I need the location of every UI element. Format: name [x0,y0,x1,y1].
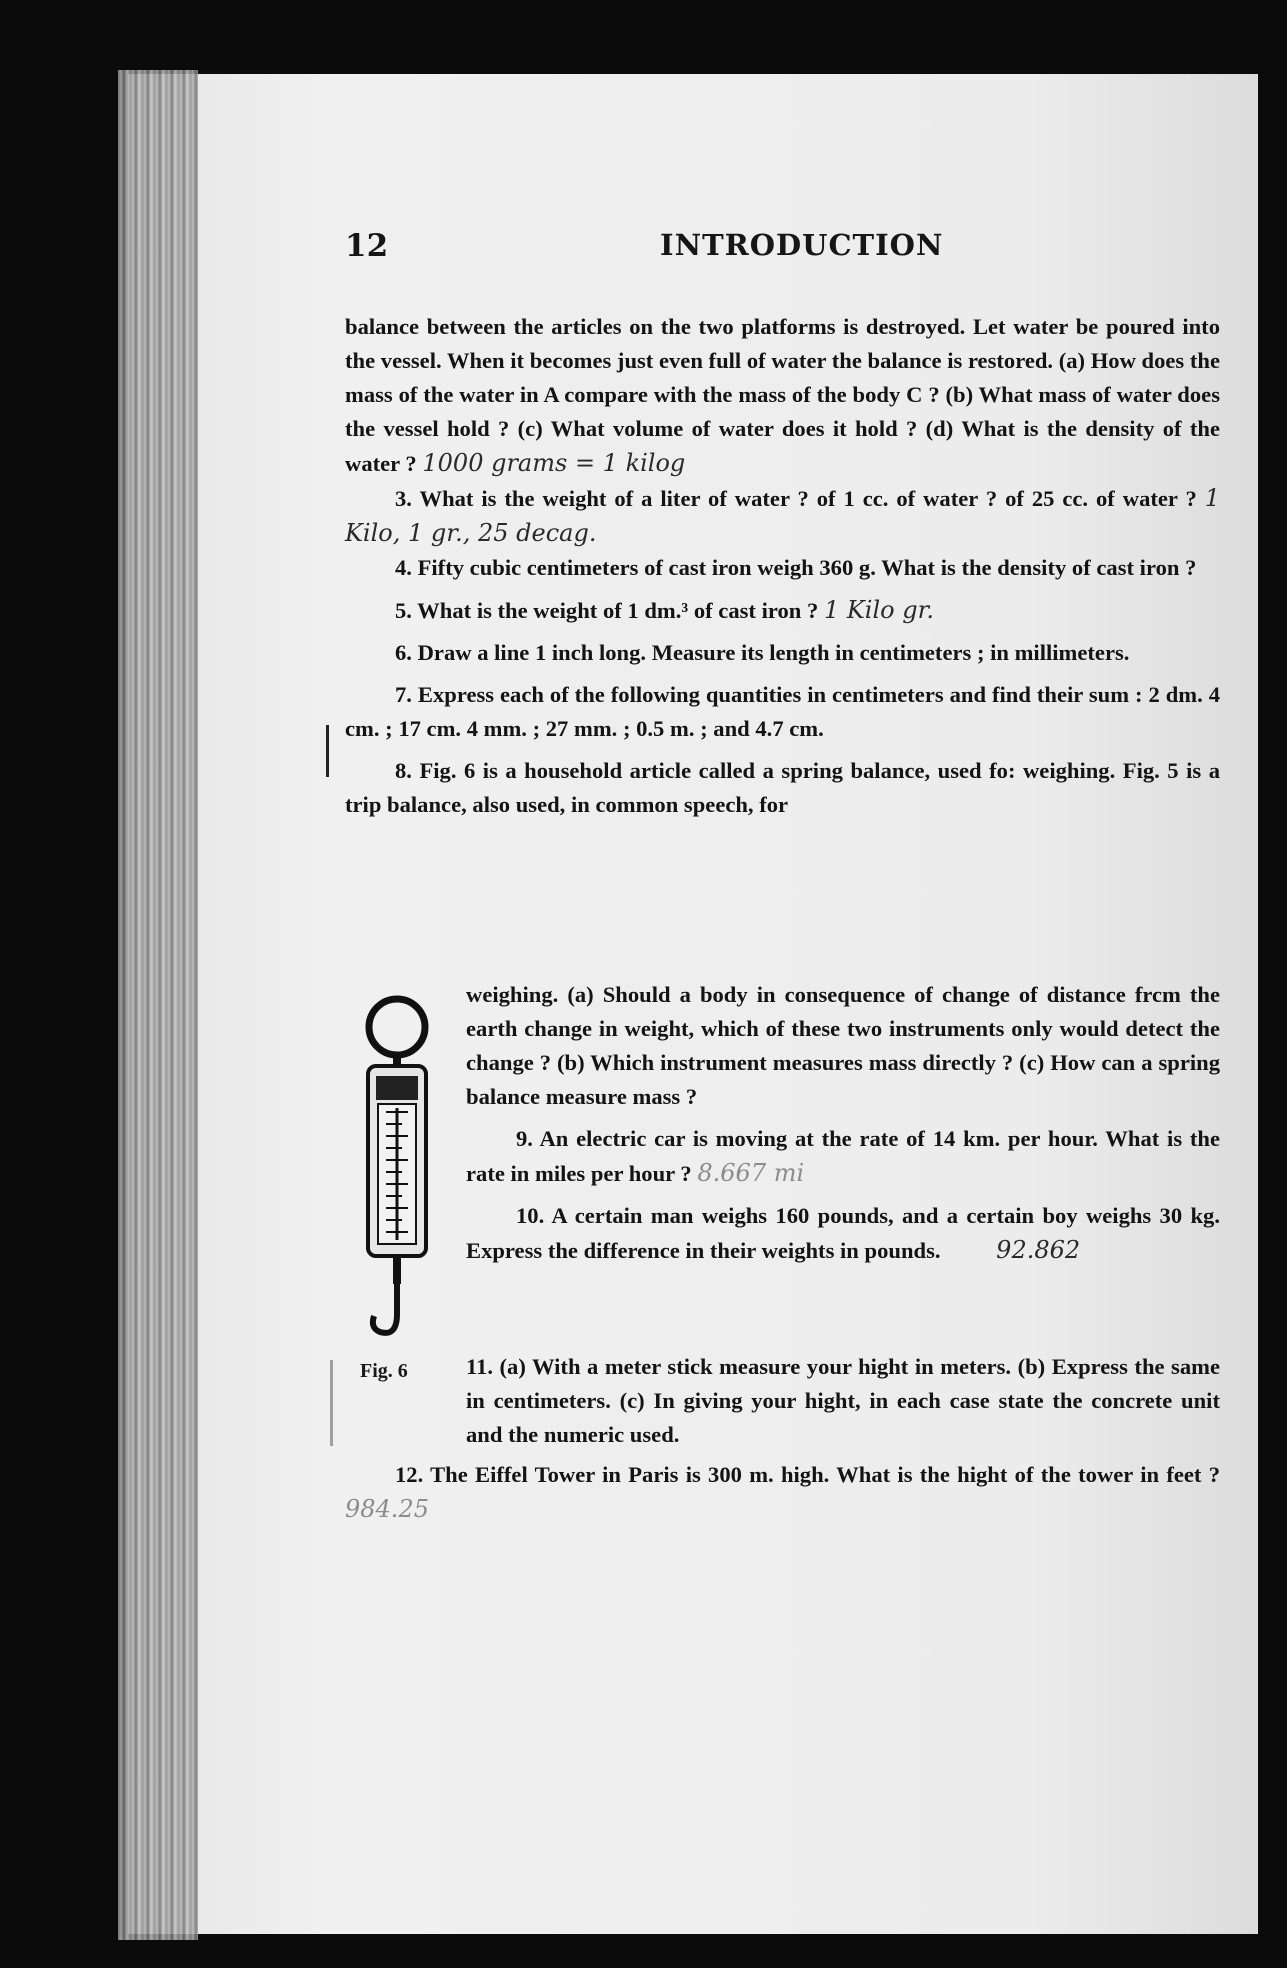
text-top [345,310,1220,822]
question-6: 6. Draw a line 1 inch long. Measure its length in centimeters ; in millimeters. [395,640,1130,665]
question-5: 5. What is the weight of 1 dm.³ of cast iron ? 1 Kilo gr. [395,596,935,624]
margin-pencil-mark [330,1360,333,1446]
handwritten-note: 1 Kilo gr. [823,596,935,624]
question-12: 12. The Eiffel Tower in Paris is 300 m. high. What is the hight of the tower in feet ? 984.25 [345,1462,1220,1523]
handwritten-note: 8.667 mi [697,1159,805,1187]
question-7: 7. Express each of the following quantities in centimeters and find their sum : 2 dm. 4 cm. ; 17 cm. 4 mm. ; 27 mm. ; 0.5 m. ; and 4.7 cm. [345,682,1220,741]
handwritten-note: 1 Kilo, 1 gr., 25 decag. [345,484,1220,547]
question-8: 8. Fig. 6 is a household article called a spring balance, used fo: weighing. Fig. 5 is a trip balance, also used, in common speech, for [345,758,1220,817]
spring-balance-figure [352,992,442,1347]
handwritten-note: 1000 grams = 1 kilog [422,449,686,477]
handwritten-note: 984.25 [345,1495,429,1523]
question-3: 3. What is the weight of a liter of water ? of 1 cc. of water ? of 25 cc. of water ? 1 Kilo, 1 gr., 25 decag. [345,484,1220,547]
running-title: INTRODUCTION [660,228,944,262]
question-11: 11. (a) With a meter stick measure your hight in meters. (b) Express the same in centimeters. (c) In giving your hight, in each case state the concrete unit and the numeric used. [466,1354,1220,1447]
question-8-continued: weighing. (a) Should a body in consequence of change of distance frcm the earth change in weight, which of these two instruments only would detect the change ? (b) Which instrument measures mass directly ? (c) How can a spring balance measure mass ? [466,982,1220,1109]
question-9: 9. An electric car is moving at the rate of 14 km. per hour. What is the rate in miles per hour ? 8.667 mi [466,1126,1220,1187]
paragraph-continuation: balance between the articles on the two platforms is destroyed. Let water be poured into the vessel. When it becomes just even full of water the balance is restored. (a) How does the mass of the water in A compare with the mass of the body C ? (b) What mass of water does the vessel hold ? (c) What volume of water does it hold ? (d) What is the density of the water ? 1000 grams = 1 kilog [345,314,1220,477]
page-header [345,228,1225,278]
figure-caption: Fig. 6 [360,1360,408,1382]
question-4: 4. Fifty cubic centimeters of cast iron weigh 360 g. What is the density of cast iron ? [395,555,1197,580]
text-bottom [345,1350,1220,1527]
text-beside-figure [466,978,1220,1268]
handwritten-note: 92.862 [996,1236,1081,1264]
margin-pencil-mark [326,725,329,777]
page-number: 12 [345,228,389,264]
question-10: 10. A certain man weighs 160 pounds, and a certain boy weighs 30 kg. Express the difference in their weights in pounds. 92.862 [466,1203,1220,1264]
